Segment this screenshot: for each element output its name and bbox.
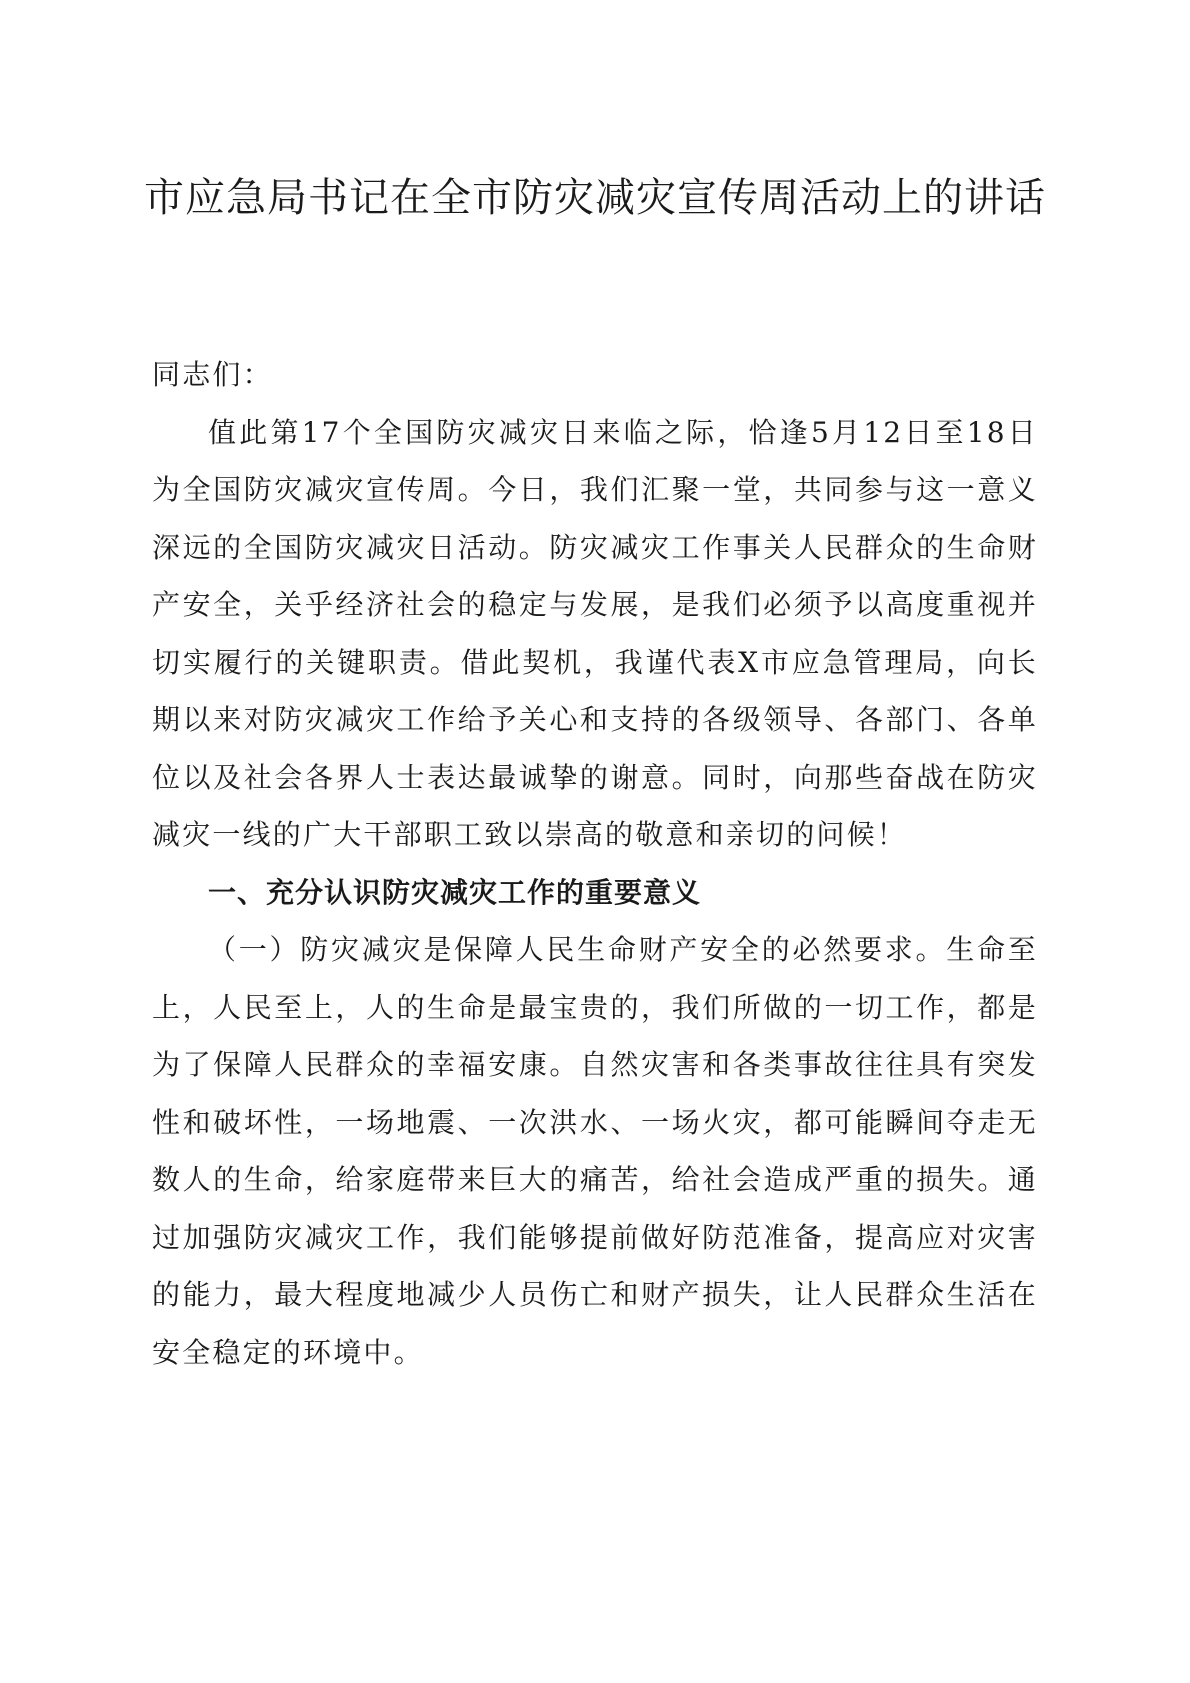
subsection-text: 生命至上，人民至上，人的生命是最宝贵的，我们所做的一切工作，都是为了保障人民群众的幸福安康。自然灾害和各类事故往往具有突发性和破坏性，一场地震、一次洪水、一场火灾，都可能瞬间夺走无数人的生命，给家庭带来巨大的痛苦，给社会造成严重的损失。通过加强防灾减灾工作，我们能够提前做好防范准备，提高应对灾害的能力，最大程度地减少人员伤亡和财产损失，让人民群众生活在安全稳定的环境中。 [152, 933, 1038, 1369]
document-title: 市应急局书记在全市防灾减灾宣传周活动上的讲话 [144, 175, 1046, 221]
subsection-heading: （一）防灾减灾是保障人民生命财产安全的必然要求。 [208, 933, 947, 966]
subsection-paragraph [152, 921, 1038, 1381]
salutation: 同志们： [152, 358, 273, 391]
document-body [152, 346, 1038, 1381]
intro-paragraph: 值此第17个全国防灾减灾日来临之际，恰逢5月12日至18日为全国防灾减灾宣传周。今日，我们汇聚一堂，共同参与这一意义深远的全国防灾减灾日活动。防灾减灾工作事关人民群众的生命财产安全，关乎经济社会的稳定与发展，是我们必须予以高度重视并切实履行的关键职责。借此契机，我谨代表X市应急管理局，向长期以来对防灾减灾工作给予关心和支持的各级领导、各部门、各单位以及社会各界人士表达最诚挚的谢意。同时，向那些奋战在防灾减灾一线的广大干部职工致以崇高的敬意和亲切的问候！ [152, 415, 1038, 851]
section-heading: 一、充分认识防灾减灾工作的重要意义 [208, 875, 702, 909]
